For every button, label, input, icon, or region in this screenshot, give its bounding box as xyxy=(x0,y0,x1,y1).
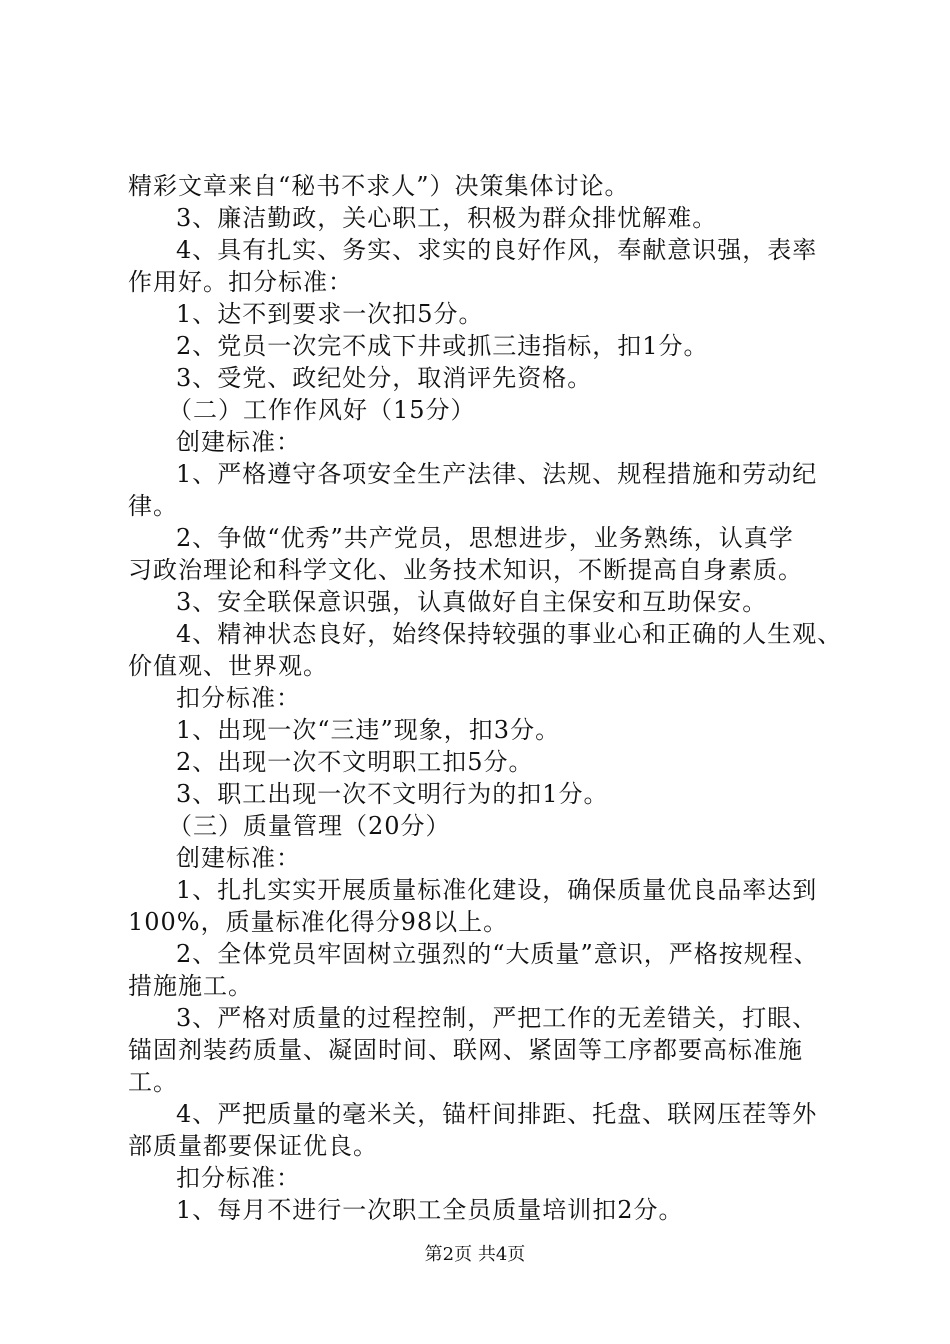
text-line: 2、争做“优秀”共产党员，思想进步，业务熟练，认真学 xyxy=(176,524,794,552)
text-line: 精彩文章来自“秘书不求人”）决策集体讨论。 xyxy=(128,172,630,200)
text-line: 1、严格遵守各项安全生产法律、法规、规程措施和劳动纪 xyxy=(176,460,818,488)
text-line: 锚固剂装药质量、凝固时间、联网、紧固等工序都要高标准施 xyxy=(128,1036,803,1064)
text-line: 4、具有扎实、务实、求实的良好作风，奉献意识强，表率 xyxy=(176,236,818,264)
text-line: 3、严格对质量的过程控制，严把工作的无差错关，打眼、 xyxy=(176,1004,818,1032)
text-line: 1、达不到要求一次扣5分。 xyxy=(176,300,484,328)
text-line: 3、廉洁勤政，关心职工，积极为群众排忧解难。 xyxy=(176,204,718,232)
text-line: 扣分标准： xyxy=(176,684,301,712)
text-line: 3、受党、政纪处分，取消评先资格。 xyxy=(176,364,593,392)
text-line: 1、扎扎实实开展质量标准化建设，确保质量优良品率达到 xyxy=(176,876,818,904)
text-line: 作用好。扣分标准： xyxy=(128,268,353,296)
text-line: 习政治理论和科学文化、业务技术知识，不断提高自身素质。 xyxy=(128,556,803,584)
page-footer: 第2页 共4页 xyxy=(424,1244,526,1265)
text-line: 创建标准： xyxy=(176,428,301,456)
text-line: 4、精神状态良好，始终保持较强的事业心和正确的人生观、 xyxy=(176,620,843,648)
text-line: 部质量都要保证优良。 xyxy=(128,1132,378,1160)
text-line: 2、全体党员牢固树立强烈的“大质量”意识，严格按规程、 xyxy=(176,940,819,968)
text-line: 2、党员一次完不成下井或抓三违指标，扣1分。 xyxy=(176,332,709,360)
text-line: 1、出现一次“三违”现象，扣3分。 xyxy=(176,716,561,744)
text-line: （三）质量管理（20分） xyxy=(168,812,451,840)
text-line: 扣分标准： xyxy=(176,1164,301,1192)
text-line: 100%，质量标准化得分98以上。 xyxy=(128,908,509,936)
text-line: （二）工作作风好（15分） xyxy=(168,396,476,424)
text-line: 3、职工出现一次不文明行为的扣1分。 xyxy=(176,780,609,808)
text-line: 1、每月不进行一次职工全员质量培训扣2分。 xyxy=(176,1196,684,1224)
text-line: 措施施工。 xyxy=(128,972,253,1000)
document-body xyxy=(128,170,848,1226)
text-line: 4、严把质量的毫米关，锚杆间排距、托盘、联网压茬等外 xyxy=(176,1100,818,1128)
text-line: 2、出现一次不文明职工扣5分。 xyxy=(176,748,534,776)
text-line: 工。 xyxy=(128,1068,178,1096)
text-line: 价值观、世界观。 xyxy=(128,652,328,680)
text-line: 创建标准： xyxy=(176,844,301,872)
text-line: 3、安全联保意识强，认真做好自主保安和互助保安。 xyxy=(176,588,768,616)
text-line: 律。 xyxy=(128,492,178,520)
